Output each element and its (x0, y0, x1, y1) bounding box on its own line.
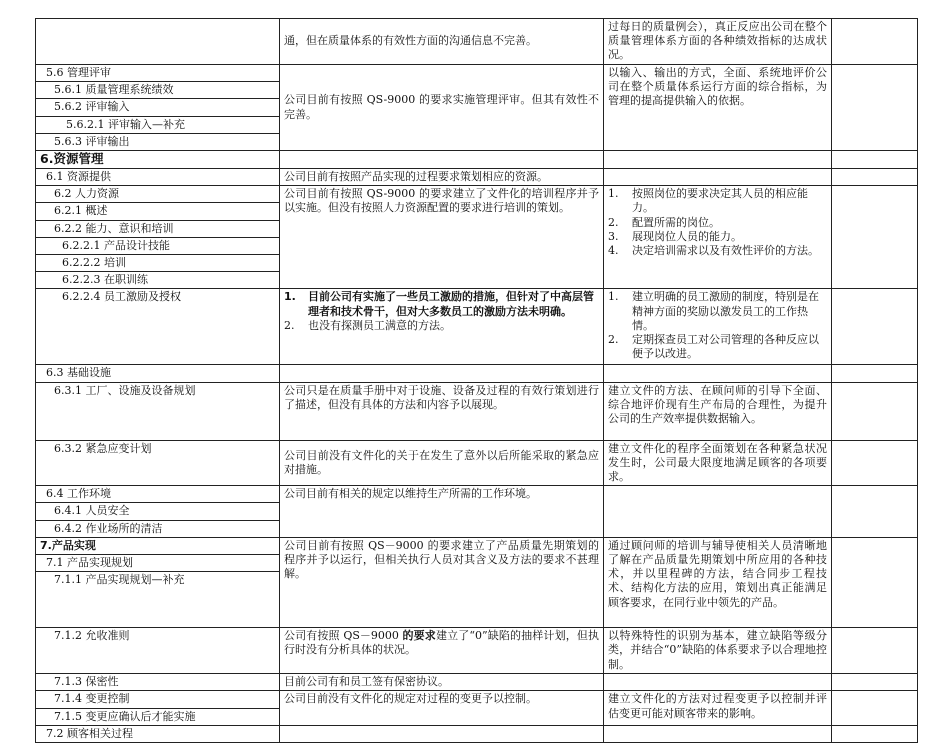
clause-cell: 7.1.2 允收准则 (36, 628, 280, 674)
recommendation-cell: 建立文件化的方法对过程变更予以控制并评估变更可能对顾客带来的影响。 (604, 691, 832, 725)
recommendation-cell: 建立文件的方法、在顾问师的引导下全面、综合地评价现有生产布局的合理性，为提升公司的生产效率提供数据输入。 (604, 382, 832, 440)
notes-cell (832, 151, 918, 169)
section-heading: 7.产品实现 (36, 537, 280, 554)
status-cell (280, 151, 604, 169)
notes-cell (832, 725, 918, 742)
clause-cell: 5.6.3 评审输出 (36, 133, 280, 150)
notes-cell (832, 169, 918, 186)
notes-cell (832, 19, 918, 65)
list-item: 1. 目前公司有实施了一些员工激励的措施，但针对了中高层管理者和技术骨干，但对大多数员工的激励方法未明确。 (284, 290, 594, 318)
recommendation-cell: 过每日的质量例会），真正反应出公司在整个质量管理体系方面的各种绩效指标的达成状况。 (604, 19, 832, 65)
recommendation-list (608, 187, 827, 258)
table-row (36, 65, 918, 82)
notes-cell (832, 674, 918, 691)
clause-cell: 6.4 工作环境 (36, 486, 280, 503)
clause-cell: 6.2.2.2 培训 (36, 255, 280, 272)
clause-cell: 6.3.1 工厂、设施及设备规划 (36, 382, 280, 440)
notes-cell (832, 186, 918, 289)
recommendation-cell (604, 486, 832, 538)
notes-cell (832, 365, 918, 382)
status-cell: 公司目前没有文件化的关于在发生了意外以后所能采取的紧急应对措施。 (280, 440, 604, 486)
status-cell: 公司目前没有文件化的规定对过程的变更予以控制。 (280, 691, 604, 725)
status-cell (280, 725, 604, 742)
notes-cell (832, 289, 918, 365)
status-cell (280, 365, 604, 382)
list-item: 1. 按照岗位的要求决定其人员的相应能力。 (608, 187, 808, 215)
clause-cell: 7.1.4 变更控制 (36, 691, 280, 708)
recommendation-cell: 建立文件化的程序全面策划在各种紧急状况发生时，公司最大限度地满足顾客的各项要求。 (604, 440, 832, 486)
status-cell: 目前公司有和员工签有保密协议。 (280, 674, 604, 691)
recommendation-cell (604, 151, 832, 169)
notes-cell (832, 691, 918, 725)
table-row (36, 382, 918, 440)
recommendation-list (608, 290, 827, 361)
recommendation-cell: 以输入、输出的方式，全面、系统地评价公司在整个质量体系运行方面的综合指标，为管理的提高提供输入的依据。 (604, 65, 832, 151)
notes-cell (832, 440, 918, 486)
table-row (36, 486, 918, 503)
status-cell: 通，但在质量体系的有效性方面的沟通信息不完善。 (280, 19, 604, 65)
clause-cell: 6.2.2 能力、意识和培训 (36, 220, 280, 237)
clause-cell: 6.2.1 概述 (36, 203, 280, 220)
clause-cell: 5.6.2.1 评审输入—补充 (36, 116, 280, 133)
clause-cell: 7.1.1 产品实现规划—补充 (36, 572, 280, 628)
status-cell: 公司目前有按照 QS-9000 的要求建立了文件化的培训程序并予以实施。但没有按照人力资源配置的要求进行培训的策划。 (280, 186, 604, 289)
recommendation-cell (604, 289, 832, 365)
list-item: 2. 配置所需的岗位。 (608, 215, 720, 229)
status-list (284, 290, 599, 333)
status-cell: 公司目前有按照 QS-9000 的要求实施管理评审。但其有效性不完善。 (280, 65, 604, 151)
notes-cell (832, 65, 918, 151)
table-row (36, 151, 918, 169)
table-row (36, 440, 918, 486)
list-item: 2. 也没有探测员工满意的方法。 (284, 318, 451, 332)
recommendation-cell (604, 674, 832, 691)
notes-cell (832, 382, 918, 440)
clause-cell: 6.2.2.4 员工激励及授权 (36, 289, 280, 365)
table-row (36, 186, 918, 203)
table-row (36, 674, 918, 691)
notes-cell (832, 537, 918, 627)
clause-cell: 6.1 资源提供 (36, 169, 280, 186)
notes-cell (832, 486, 918, 538)
table-row (36, 691, 918, 708)
list-item: 3. 展现岗位人员的能力。 (608, 229, 742, 243)
notes-cell (832, 628, 918, 674)
clause-cell: 6.2 人力资源 (36, 186, 280, 203)
clause-cell: 7.1.3 保密性 (36, 674, 280, 691)
table-row (36, 169, 918, 186)
clause-cell: 6.4.2 作业场所的清洁 (36, 520, 280, 537)
table-row (36, 725, 918, 742)
table-row (36, 289, 918, 365)
clause-cell: 7.1 产品实现规划 (36, 555, 280, 572)
table-row (36, 19, 918, 65)
recommendation-cell: 以特殊特性的识别为基本，建立缺陷等级分类，并结合“0”缺陷的体系要求予以合理地控制。 (604, 628, 832, 674)
table-row (36, 365, 918, 382)
status-cell: 公司目前有按照产品实现的过程要求策划相应的资源。 (280, 169, 604, 186)
table-row (36, 628, 918, 674)
table-row (36, 537, 918, 554)
status-cell: 公司只是在质量手册中对于设施、设备及过程的有效行策划进行了描述，但没有具体的方法和内容予以展现。 (280, 382, 604, 440)
clause-cell: 5.6 管理评审 (36, 65, 280, 82)
clause-cell: 7.1.5 变更应确认后才能实施 (36, 708, 280, 725)
clause-cell: 6.3 基础设施 (36, 365, 280, 382)
list-item: 2. 定期探查员工对公司管理的各种反应以便予以改进。 (608, 333, 819, 361)
status-cell: 公司有按照 QS－9000 的要求建立了“0”缺陷的抽样计划，但执行时没有分析具体的状况。 (280, 628, 604, 674)
list-item: 1. 建立明确的员工激励的制度，特别是在精神方面的奖励以激发员工的工作热情。 (608, 290, 819, 332)
clause-cell: 5.6.2 评审输入 (36, 99, 280, 116)
clause-cell: 5.6.1 质量管理系统绩效 (36, 82, 280, 99)
clause-cell (36, 19, 280, 65)
recommendation-cell (604, 169, 832, 186)
status-cell (280, 289, 604, 365)
recommendation-cell: 通过顾问师的培训与辅导使相关人员清晰地了解在产品质量先期策划中所应用的各种技术，并以里程碑的方法，结合同步工程技术、结构化方法的应用，策划出真正能满足顾客要求，在同行业中领先的产品。 (604, 537, 832, 627)
clause-cell: 6.2.2.3 在职训练 (36, 272, 280, 289)
status-cell: 公司目前有相关的规定以维持生产所需的工作环境。 (280, 486, 604, 538)
recommendation-cell (604, 725, 832, 742)
section-heading: 6.资源管理 (36, 151, 280, 169)
clause-cell: 7.2 顾客相关过程 (36, 725, 280, 742)
recommendation-cell (604, 186, 832, 289)
status-cell: 公司目前有按照 QS－9000 的要求建立了产品质量先期策划的程序并予以运行，但相关执行人员对其含义及方法的要求不甚理解。 (280, 537, 604, 627)
recommendation-cell (604, 365, 832, 382)
document-table (35, 18, 918, 743)
clause-cell: 6.3.2 紧急应变计划 (36, 440, 280, 486)
clause-cell: 6.2.2.1 产品设计技能 (36, 237, 280, 254)
list-item: 4. 决定培训需求以及有效性评价的方法。 (608, 244, 819, 258)
clause-cell: 6.4.1 人员安全 (36, 503, 280, 520)
